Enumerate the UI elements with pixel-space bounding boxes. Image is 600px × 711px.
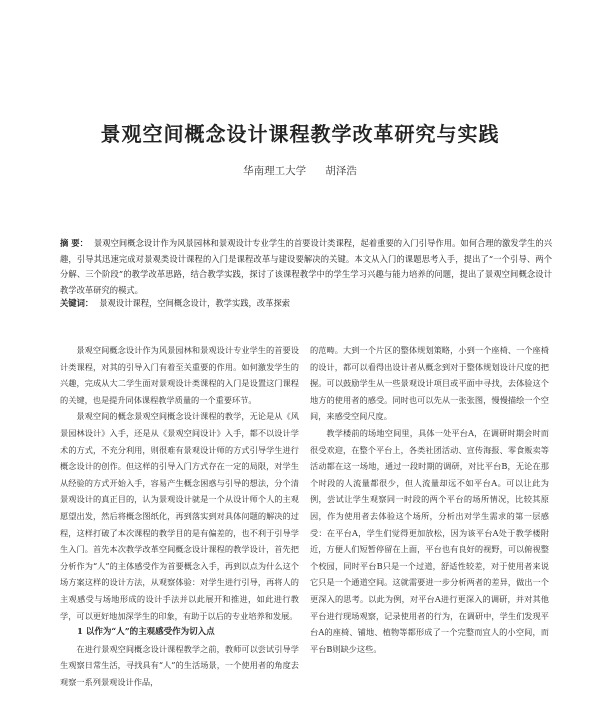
body-column-right bbox=[310, 342, 549, 657]
body-column-left bbox=[60, 342, 299, 690]
author-name: 胡泽浩 bbox=[325, 165, 357, 177]
abstract-label: 摘 要： bbox=[60, 238, 88, 248]
body-paragraph: 景观空间概念设计作为风景园林和景观设计专业学生的首要设计类课程，对其的引导入门有着至关重要的作用。如何激发学生的兴趣，完成从大二学生面对景观设计类课程的入门是设置这门课程的关键，也是提升同体课程教学质量的一个重要环节。 bbox=[60, 345, 299, 405]
abstract bbox=[60, 236, 552, 298]
abstract-text: 景观空间概念设计作为风景园林和景观设计专业学生的首要设计类课程，起着重要的入门引导作用。如何合理的激发学生的兴趣，引导其迅速完成对景观类设计课程的入门是课程改革与建设要解决的关键。本文从入门的课题思考入手，提出了“一个引导、两个分解、三个阶段”的教学改革思路，结合教学实践，探讨了该课程教学中的学生学习兴趣与能力培养的问题，提出了景观空间概念设计教学改革研究的模式。 bbox=[60, 238, 553, 295]
author-affiliation: 华南理工大学 bbox=[243, 165, 307, 177]
body-paragraph: 景观空间的概念景观空间概念设计课程的教学，无论是从《风景园林设计》入手，还是从《景观空间设计》入手，都不以设计学术的方式，不充分利用，则很难有景观设计师的方式引导学生进行概念设计的创作。但这样的引导入门方式存在一定的局限，对学生从经验的方式开始入手，容易产生概念困惑与引导的想法，分个清景观设计的真正目的，认为景观设计就是一个从设计师个人的主观愿望出发，然后将概念图纸化，再到落实到对具体问题的解决的过程，这样打破了本次课程的教学目的是有偏差的，也不利于引导学生入门。首先本次教学改革空间概念设计课程的教学设计，首先把分析作为“人”的主体感受作为首要概念入手，再到以点为什么这个场方案这样的设计方法，从观察体验：对学生进行引导，再将人的主观感受与场地形成的设计手法并以此展开和推进，如此进行教学，可以更好地加深学生的印象，有助于以后的专业培养和发展。 bbox=[60, 411, 299, 621]
keywords-label: 关键词： bbox=[60, 298, 94, 308]
body-paragraph: 的范畴。大到一个片区的整体规划策略，小到一个座椅、一个座椅的设计，都可以看得出设计者从概念到对于整体规划设计尺度的把握。可以鼓励学生从一些景观设计项目或平面中寻找，去体验这个地方的使用者的感受。同时也可以先从一张张图，慢慢描绘一个空间，来感受空间尺度。 bbox=[310, 345, 549, 422]
author-line bbox=[0, 163, 600, 178]
keywords bbox=[60, 296, 552, 311]
section-heading: 1 以作为“人”的主观感受作为切入点 bbox=[77, 627, 215, 638]
body-paragraph: 在进行景观空间概念设计课程教学之前，教师可以尝试引导学生观察日常生活，寻找具有“人”的生活场景，一个使用者的角度去观察一系列景观设计作品， bbox=[60, 643, 299, 687]
paper-title: 景观空间概念设计课程教学改革研究与实践 bbox=[100, 122, 500, 146]
body-paragraph: 教学楼前的场地空间里，具体一处平台A，在调研时期会时而很受欢迎，在整个平台上，各类社团活动、宣传海报、零食贩卖等活动都在这一场地，通过一段时期的调研，对比平台B，无论在那个时段的人流量都很少，但人流量却远不如平台A。可以让此为例，尝试让学生观察同一时段的两个平台的场所情况，比较其原因，作为使用者去体验这个场所，分析出对学生需求的第一层感受：在平台A，学生们觉得更加放松，因为该平台A处于教学楼附近，方便人们短暂停留在上面，平台也有良好的视野，可以俯视整个校园，同时平台B只是一个过道，舒适性较差，对于使用者来说它只是一个通道空间。这就需要进一步分析两者的差异，做出一个更深入的思考。以此为例，对平台A进行更深入的调研，并对其他平台进行现场观察，记录使用者的行为，在调研中，学生们发现平台A的座椅、铺地、植物等都形成了一个完整而宜人的小空间，而平台B则缺少这些。 bbox=[310, 427, 549, 654]
keywords-text: 景观设计课程，空间概念设计，教学实践，改革探索 bbox=[99, 298, 291, 308]
